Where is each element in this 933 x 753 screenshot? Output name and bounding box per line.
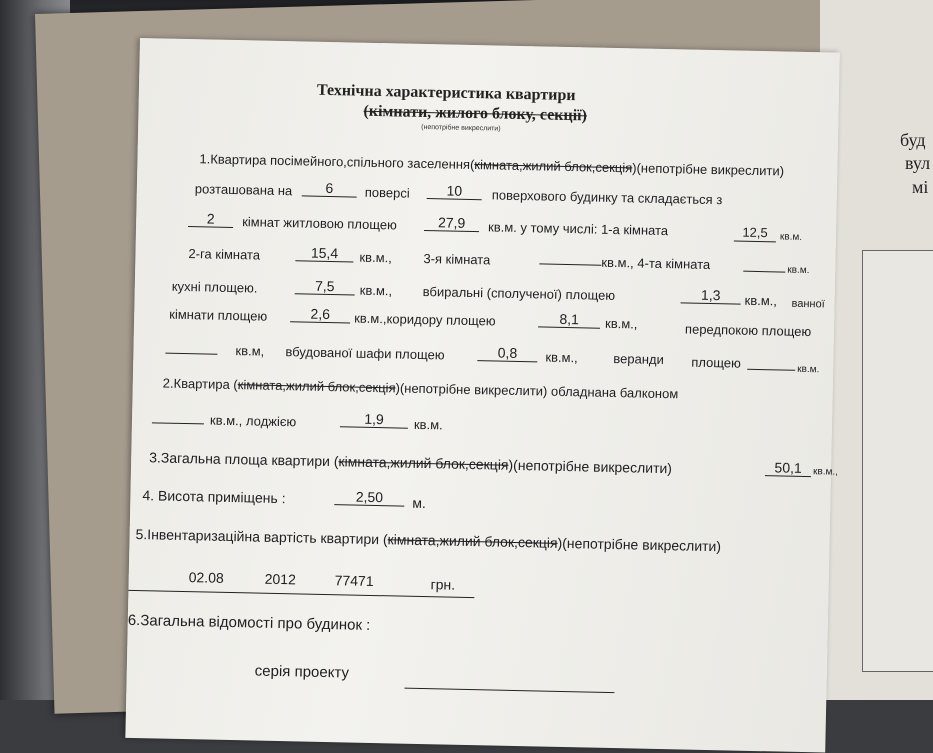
s2-prefix: 2.Квартира (: [162, 375, 238, 393]
s1-f3: кв.м.,: [604, 315, 638, 332]
s1-e5: ванної: [791, 297, 825, 311]
corridor-field: 8,1: [538, 310, 600, 328]
s1-c3: кв.м.: [779, 231, 803, 243]
s5-year: 2012: [264, 570, 297, 588]
s3-line-a: [149, 449, 672, 476]
s5-currency: грн.: [430, 576, 456, 593]
s1-strike: кімната,жилий блок,секція: [474, 157, 633, 176]
s1-d2: кв.м.,: [359, 249, 392, 266]
series-field: [404, 674, 614, 693]
s5-amount: 77471: [334, 572, 374, 590]
s2-b1: кв.м., лоджією: [209, 412, 297, 430]
s1-d5: кв.м.: [787, 264, 810, 277]
room3-field: [539, 249, 601, 265]
s1-g6: кв.м.: [797, 363, 820, 376]
right-page-text-1: буд: [900, 130, 926, 150]
loggia-field: 1,9: [340, 410, 408, 428]
page-subtitle: (кімнати, жилого блоку, секції): [363, 102, 588, 125]
s5-strike: кімната,жилий блок,секція: [387, 531, 558, 551]
s1-e3: вбиральні (сполученої) площею: [422, 283, 616, 304]
room4-field: [743, 257, 785, 273]
s6-series: серія проекту: [254, 662, 350, 682]
s1-e4: кв.м.,: [744, 292, 778, 309]
height-field: 2,50: [334, 488, 404, 506]
s1-f2: кв.м.,коридору площею: [354, 310, 496, 329]
s3-strike: кімната,жилий блок,секція: [338, 453, 509, 473]
right-page-box: [862, 250, 933, 672]
wardrobe-field: 0,8: [477, 344, 537, 362]
s1-c2: кв.м. у тому числі: 1-а кімната: [487, 219, 669, 239]
s4-unit: м.: [412, 494, 427, 512]
floors-total-field: 10: [427, 182, 482, 200]
hallway-field: [165, 339, 217, 355]
s1-g3: кв.м.,: [545, 349, 578, 366]
s6-label: 6.Загальна відомості про будинок :: [127, 611, 371, 634]
s1-prefix: 1.Квартира посімейного,спільного заселення(: [199, 151, 475, 173]
s1-f4: передпокою площею: [684, 321, 812, 340]
s1-e2: кв.м.,: [359, 282, 393, 299]
s5-prefix: 5.Інвентаризаційна вартість квартири (: [135, 526, 388, 548]
toilet-field: 1,3: [681, 286, 741, 304]
s1-d3: 3-я кімната: [423, 250, 491, 268]
s2-strike: кімната,жилий блок,секція: [237, 377, 396, 396]
s1-line-a: [199, 151, 784, 178]
living-area-field: 27,9: [424, 214, 479, 232]
s1-d1: 2-га кімната: [188, 246, 261, 263]
s3-unit: кв.м.,: [812, 466, 839, 478]
s2-suffix: )(непотрібне викреслити) обладнана балконом: [395, 380, 679, 402]
s1-b1: розташована на: [194, 181, 293, 199]
page-title: Технічна характеристика квартири: [316, 81, 576, 105]
s3-suffix: )(непотрібне викреслити): [508, 456, 673, 477]
s5-suffix: )(непотрібне викреслити): [557, 534, 722, 555]
s1-g4: веранди: [613, 350, 665, 368]
s1-c1: кімнат житловою площею: [242, 214, 397, 233]
s3-prefix: 3.Загальна площа квартири (: [149, 449, 339, 470]
s1-d4: кв.м., 4-та кімната: [601, 254, 711, 272]
s1-suffix: )(непотрібне викреслити): [632, 160, 785, 179]
s4-label: 4. Висота приміщень :: [142, 487, 286, 507]
s2-b2: кв.м.: [413, 416, 443, 433]
balcony-field: [152, 408, 204, 424]
s1-e1: кухні площею.: [171, 278, 258, 296]
right-page-text-3: мі: [912, 177, 929, 197]
s1-f1: кімнати площею: [169, 306, 268, 324]
s1-b2: поверсі: [364, 184, 410, 201]
s1-g1: кв.м,: [235, 343, 265, 359]
right-page-text-2: вул: [905, 153, 931, 173]
s2-line-a: [163, 376, 679, 402]
s1-b3: поверхового будинку та складається з: [491, 187, 723, 208]
s1-g2: вбудованої шафи площею: [285, 344, 445, 363]
room1-field: 12,5: [734, 224, 776, 242]
total-area-field: 50,1: [765, 459, 811, 477]
veranda-field: [747, 355, 795, 371]
inventory-value-field: [128, 574, 474, 598]
document-page: [125, 38, 840, 753]
s5-line-a: [135, 526, 721, 554]
kitchen-field: 7,5: [295, 277, 355, 295]
subtitle-note: (непотрібне викреслити): [421, 123, 501, 133]
rooms-field: 2: [188, 210, 233, 228]
bath-field: 2,6: [290, 305, 350, 323]
floor-field: 6: [302, 179, 357, 197]
room2-field: 15,4: [295, 244, 353, 262]
s5-date: 02.08: [188, 569, 224, 586]
s1-g5: площею: [691, 354, 742, 371]
